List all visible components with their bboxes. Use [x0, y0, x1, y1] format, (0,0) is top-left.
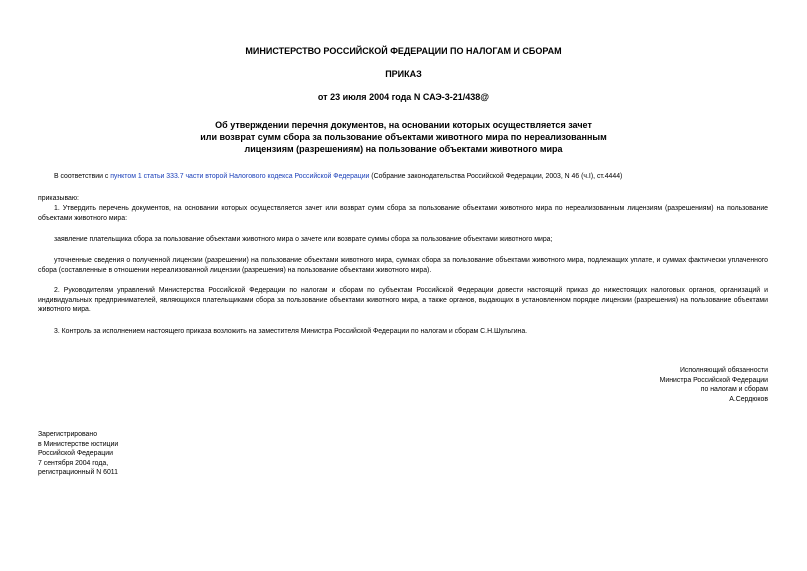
registration-line: 7 сентября 2004 года, [38, 459, 109, 467]
doc-type-heading: ПРИКАЗ [385, 69, 422, 79]
tax-code-link[interactable]: пунктом 1 статьи 333.7 части второй Налогового кодекса Российской Федерации [110, 173, 370, 180]
signature-line: Министра Российской Федерации [659, 376, 768, 384]
intro-suffix: (Собрание законодательства Российской Федерации, 2003, N 46 (ч.I), ст.4444) [369, 173, 623, 180]
signature-line: А.Сердюков [729, 395, 768, 403]
ministry-heading: МИНИСТЕРСТВО РОССИЙСКОЙ ФЕДЕРАЦИИ ПО НАЛОГАМ И СБОРАМ [245, 46, 562, 56]
registration-block [38, 430, 118, 478]
title-line: лицензиям (разрешениям) на пользование объектами животного мира [244, 144, 563, 154]
order-word: приказываю: [38, 195, 79, 202]
item-1-paragraph: 1. Утвердить перечень документов, на основании которых осуществляется зачет или возврат сумм сбора за пользование объектами животного мира по нереализованным лицензиям (разрешениям) на пользование объектами животного мира: [38, 205, 768, 222]
item-3-paragraph: 3. Контроль за исполнением настоящего приказа возложить на заместителя Министра Российской Федерации по налогам и сборам С.Н.Шульгина. [54, 328, 528, 335]
signature-line: по налогам и сборам [700, 386, 768, 394]
intro-paragraph [38, 172, 768, 182]
registration-line: регистрационный N 6011 [38, 469, 118, 477]
list-item-details: уточненные сведения о полученной лицензии (разрешении) на пользование объектами животного мира, суммах сбора за пользование объектами животного мира, подлежащих уплате, и суммах фактически уплаченного сбора (составленные в отношении нереализованной лицензии (разрешения) на пользование объектами животного мира). [38, 257, 768, 274]
title-line: или возврат сумм сбора за пользование объектами животного мира по нереализованным [200, 132, 607, 142]
intro-prefix: В соответствии с [54, 173, 111, 180]
registration-line: в Министерстве юстиции [38, 440, 119, 448]
title-line: Об утверждении перечня документов, на основании которых осуществляется зачет [215, 120, 592, 130]
registration-line: Российской Федерации [38, 450, 113, 458]
signature-line: Исполняющий обязанности [679, 367, 768, 374]
signature-block [660, 366, 768, 404]
list-item-application: заявление плательщика сбора за пользование объектами животного мира о зачете или возврате суммы сбора за пользование объектами животного мира; [54, 236, 553, 243]
registration-line: Зарегистрировано [38, 431, 98, 438]
item-2-paragraph: 2. Руководителям управлений Министерства Российской Федерации по налогам и сборам по субъектам Российской Федерации довести настоящий приказ до нижестоящих налоговых органов, организаций и индивидуальных предпринимателей, являющихся плательщиками сбора за пользование объектами животного мира, а также органов, выдающих в установленном порядке лицензии (разрешения) на пользование объектами животного мира. [38, 287, 768, 313]
date-number-heading: от 23 июля 2004 года N САЭ-3-21/438@ [317, 92, 490, 102]
document-title [160, 119, 647, 155]
